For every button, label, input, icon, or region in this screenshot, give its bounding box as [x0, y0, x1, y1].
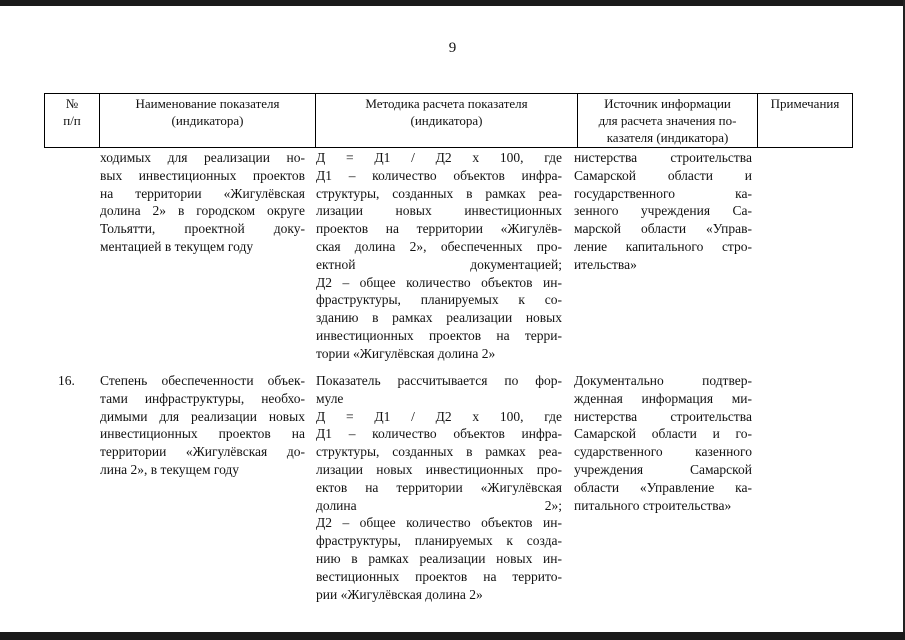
- text-line: структуры, созданных в рамках реа-: [316, 185, 562, 201]
- text-line: Документально подтвер-: [574, 373, 752, 388]
- text-line: Показатель рассчитывается по фор-: [316, 373, 562, 388]
- header-source: [578, 94, 758, 148]
- text-line: Д = Д1 / Д2 х 100, где: [316, 408, 562, 424]
- table-header: [44, 93, 853, 148]
- header-notes: [758, 94, 853, 148]
- header-method-line: (индикатора): [410, 113, 483, 128]
- header-method-line: Методика расчета показателя: [365, 96, 528, 111]
- text-line: Самарской области и: [574, 167, 752, 183]
- text-line: ментацией в текущем году: [100, 238, 254, 254]
- row-16-method: [316, 372, 562, 603]
- text-line: сударственного казенного: [574, 444, 752, 460]
- row-16-source: [574, 372, 752, 514]
- row-cont-method: [316, 149, 562, 363]
- text-line: лизации новых инвестиционных: [316, 203, 562, 219]
- text-line: вестиционных проектов на террито-: [316, 568, 562, 584]
- text-line: нию в рамках реализации новых ин-: [316, 550, 562, 566]
- text-line: нистерства строительства: [574, 150, 752, 165]
- text-line: инвестиционных проектов на: [100, 426, 305, 442]
- text-line: зенного учреждения Са-: [574, 203, 752, 219]
- text-line: лина 2», в текущем году: [100, 461, 240, 477]
- row-cont-source: [574, 149, 752, 274]
- text-line: нистерства строительства: [574, 408, 752, 424]
- header-notes-line: Примечания: [770, 96, 840, 111]
- header-num-line: п/п: [63, 113, 81, 128]
- text-line: Д2 – общее количество объектов ин-: [316, 515, 562, 531]
- row-cont-name: [100, 149, 305, 256]
- text-line: тами инфраструктуры, необхо-: [100, 390, 305, 406]
- text-line: области «Управление ка-: [574, 479, 752, 495]
- text-line: Д1 – количество объектов инфра-: [316, 167, 562, 183]
- text-line: ектной документацией;: [316, 256, 562, 272]
- text-line: ская долина 2», обеспеченных про-: [316, 238, 562, 254]
- text-line: государственного ка-: [574, 185, 752, 201]
- text-line: Д = Д1 / Д2 х 100, где: [316, 150, 562, 165]
- text-line: тории «Жигулёвская долина 2»: [316, 345, 496, 361]
- row-16-name: [100, 372, 305, 479]
- text-line: марской области «Управ-: [574, 221, 752, 237]
- text-line: Степень обеспеченности объек-: [100, 373, 305, 388]
- text-line: ектов на территории «Жигулёвская: [316, 479, 562, 495]
- text-line: ление капитального стро-: [574, 238, 752, 254]
- row-16-number: 16.: [58, 373, 75, 388]
- text-line: проектов на территории «Жигулёв-: [316, 221, 562, 237]
- text-line: лизации новых инвестиционных про-: [316, 461, 562, 477]
- text-line: ительства»: [574, 256, 637, 272]
- text-line: вых инвестиционных проектов: [100, 167, 305, 183]
- text-line: фраструктуры, планируемых к созда-: [316, 533, 562, 549]
- header-num: [45, 94, 100, 148]
- scan-edge-top: [0, 0, 905, 6]
- header-name: [100, 94, 316, 148]
- header-source-line: Источник информации: [604, 96, 731, 111]
- scan-edge-bottom: [0, 632, 905, 640]
- text-line: учреждения Самарской: [574, 461, 752, 477]
- header-name-line: Наименование показателя: [135, 96, 280, 111]
- text-line: долина 2»;: [316, 497, 562, 513]
- header-name-line: (индикатора): [171, 113, 244, 128]
- text-line: инвестиционных проектов на терри-: [316, 327, 562, 343]
- text-line: муле: [316, 390, 344, 406]
- header-source-line: для расчета значения по-: [598, 113, 737, 128]
- text-line: жденная информация ми-: [574, 390, 752, 406]
- text-line: структуры, созданных в рамках реа-: [316, 444, 562, 460]
- text-line: рии «Жигулёвская долина 2»: [316, 586, 483, 602]
- text-line: Тольятти, проектной доку-: [100, 221, 305, 237]
- page-number: 9: [448, 40, 457, 56]
- text-line: Д2 – общее количество объектов ин-: [316, 274, 562, 290]
- text-line: Самарской области и го-: [574, 426, 752, 442]
- text-line: долина 2» в городском округе: [100, 203, 305, 219]
- header-method: [316, 94, 578, 148]
- header-source-line: казателя (индикатора): [606, 130, 729, 145]
- text-line: ходимых для реализации но-: [100, 150, 305, 165]
- text-line: территории «Жигулёвская до-: [100, 444, 305, 460]
- header-num-line: №: [65, 96, 79, 111]
- text-line: димыми для реализации новых: [100, 408, 305, 424]
- text-line: зданию в рамках реализации новых: [316, 310, 562, 326]
- text-line: Д1 – количество объектов инфра-: [316, 426, 562, 442]
- text-line: на территории «Жигулёвская: [100, 185, 305, 201]
- text-line: фраструктуры, планируемых к со-: [316, 292, 562, 308]
- text-line: питального строительства»: [574, 497, 732, 513]
